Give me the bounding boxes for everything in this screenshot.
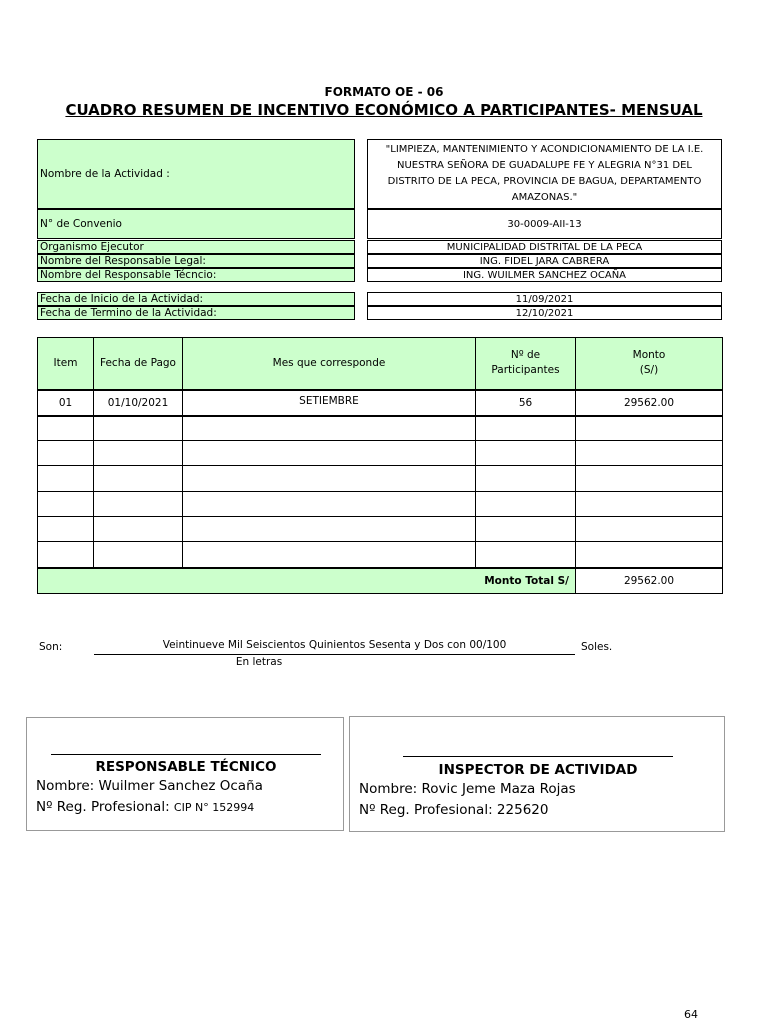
- table-row-empty: [38, 517, 723, 542]
- header-mes: Mes que corresponde: [183, 338, 476, 390]
- activity-label: Nombre de la Actividad :: [37, 139, 355, 209]
- document-title: [0, 101, 768, 119]
- signature-box-tecnico: [26, 717, 344, 831]
- inicio-label: Fecha de Inicio de la Actividad:: [37, 292, 355, 306]
- total-value: 29562.00: [576, 568, 723, 594]
- total-row: [38, 568, 723, 594]
- table-row-empty: [38, 441, 723, 466]
- header-fecha: Fecha de Pago: [94, 338, 183, 390]
- row-fecha: 01/10/2021: [94, 390, 183, 416]
- son-label: Son:: [39, 641, 63, 653]
- table-row-empty: [38, 416, 723, 441]
- tecnico-value: ING. WUILMER SANCHEZ OCAÑA: [367, 268, 722, 282]
- header-monto-line1: Monto: [632, 349, 666, 362]
- legal-value: ING. FIDEL JARA CABRERA: [367, 254, 722, 268]
- organismo-value: MUNICIPALIDAD DISTRITAL DE LA PECA: [367, 240, 722, 254]
- organismo-label: Organismo Ejecutor: [37, 240, 355, 254]
- signature-reg-inspector: Nº Reg. Profesional: 225620: [359, 802, 549, 818]
- page-number: 64: [684, 1008, 698, 1021]
- signature-reg-tecnico: [36, 799, 254, 815]
- signature-title-tecnico: RESPONSABLE TÉCNICO: [95, 759, 277, 775]
- legal-label: Nombre del Responsable Legal:: [37, 254, 355, 268]
- header-item: Item: [38, 338, 94, 390]
- table-header-row: [38, 338, 723, 390]
- termino-label: Fecha de Termino de la Actividad:: [37, 306, 355, 320]
- table-row-empty: [38, 466, 723, 492]
- activity-value: "LIMPIEZA, MANTENIMIENTO Y ACONDICIONAMIENTO DE LA I.E. NUESTRA SEÑORA DE GUADALUPE FE Y ALEGRIA N°31 DEL DISTRITO DE LA PECA, PROVINCIA DE BAGUA, DEPARTAMENTO AMAZONAS.": [367, 139, 722, 209]
- signature-title-inspector: INSPECTOR DE ACTIVIDAD: [438, 762, 638, 778]
- row-mes: SETIEMBRE: [183, 390, 476, 416]
- table-row: [38, 390, 723, 416]
- son-value: Veintinueve Mil Seiscientos Quinientos Sesenta y Dos con 00/100: [94, 639, 575, 655]
- row-monto: 29562.00: [576, 390, 723, 416]
- total-label: Monto Total S/: [38, 568, 576, 594]
- row-item: 01: [38, 390, 94, 416]
- header-monto: [576, 338, 723, 390]
- inicio-value: 11/09/2021: [367, 292, 722, 306]
- signature-line: [403, 756, 673, 757]
- son-unit: Soles.: [581, 641, 613, 653]
- termino-value: 12/10/2021: [367, 306, 722, 320]
- table-row-empty: [38, 492, 723, 517]
- format-code: FORMATO OE - 06: [324, 85, 444, 99]
- convenio-label: N° de Convenio: [37, 209, 355, 239]
- row-participantes: 56: [476, 390, 576, 416]
- signature-name-tecnico: Nombre: Wuilmer Sanchez Ocaña: [36, 778, 263, 794]
- header-participantes-line1: Nº de: [510, 349, 541, 362]
- son-caption: En letras: [235, 656, 283, 668]
- signature-reg-value: CIP N° 152994: [173, 801, 255, 814]
- tecnico-label: Nombre del Responsable Técncio:: [37, 268, 355, 282]
- header-monto-line2: (S/): [639, 364, 659, 377]
- convenio-value: 30-0009-AII-13: [367, 209, 722, 239]
- document-title-text: CUADRO RESUMEN DE INCENTIVO ECONÓMICO A PARTICIPANTES- MENSUAL: [65, 101, 703, 119]
- payments-table: [37, 337, 723, 594]
- header-participantes-line2: Participantes: [491, 364, 560, 377]
- signature-reg-label: Nº Reg. Profesional:: [36, 799, 174, 815]
- signature-box-inspector: [349, 716, 725, 832]
- header-participantes: [476, 338, 576, 390]
- table-row-empty: [38, 542, 723, 568]
- signature-line: [51, 754, 321, 755]
- signature-name-inspector: Nombre: Rovic Jeme Maza Rojas: [359, 781, 576, 797]
